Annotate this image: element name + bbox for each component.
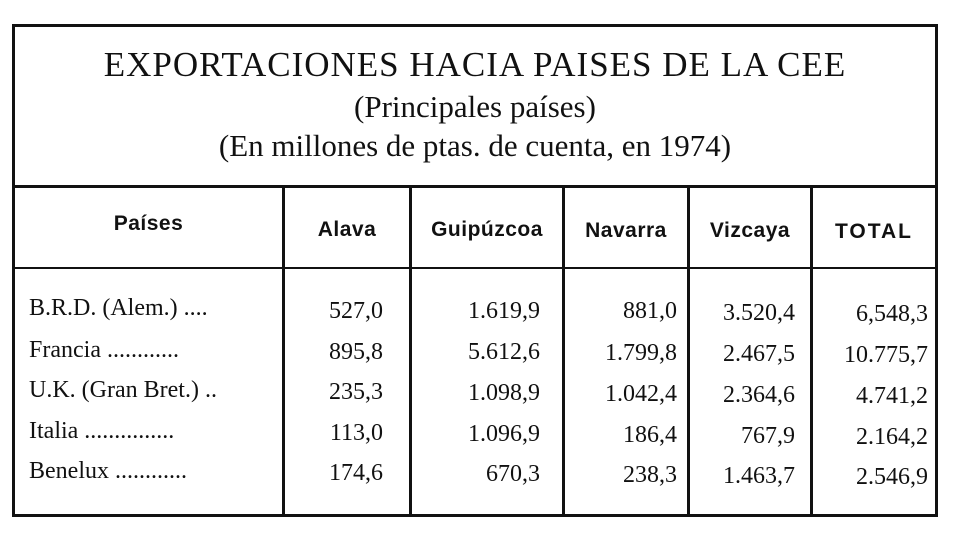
cell-brd-total: 6,548,3 (856, 301, 928, 327)
cell-uk-total: 4.741,2 (856, 383, 928, 409)
table-header (15, 27, 935, 188)
row-label-francia: Francia ............ (29, 337, 179, 363)
cell-benelux-total: 2.546,9 (856, 464, 928, 490)
row-label-italia: Italia ............... (29, 418, 175, 444)
cell-uk-alava: 235,3 (329, 379, 383, 405)
cell-francia-vizcaya: 2.467,5 (723, 341, 795, 367)
cell-uk-vizcaya: 2.364,6 (723, 382, 795, 408)
cell-italia-navarra: 186,4 (623, 422, 677, 448)
cell-francia-guipuzcoa: 5.612,6 (468, 339, 540, 365)
column-header-guipuzcoa: Guipúzcoa (431, 218, 543, 241)
table-subtitle-countries: (Principales países) (354, 89, 596, 124)
column-header-navarra: Navarra (585, 219, 667, 242)
cell-francia-alava: 895,8 (329, 339, 383, 365)
table-title: EXPORTACIONES HACIA PAISES DE LA CEE (103, 45, 847, 84)
cell-francia-navarra: 1.799,8 (605, 340, 677, 366)
cell-uk-guipuzcoa: 1.098,9 (468, 380, 540, 406)
cell-brd-alava: 527,0 (329, 298, 383, 324)
row-label-uk: U.K. (Gran Bret.) .. (29, 377, 217, 403)
cell-benelux-guipuzcoa: 670,3 (486, 461, 540, 487)
cell-italia-total: 2.164,2 (856, 424, 928, 450)
row-label-brd: B.R.D. (Alem.) .... (29, 295, 208, 321)
cell-italia-vizcaya: 767,9 (741, 423, 795, 449)
cell-italia-alava: 113,0 (329, 420, 383, 446)
column-header-paises: Países (113, 212, 184, 235)
table-frame (12, 24, 938, 517)
column-header-total: TOTAL (834, 220, 914, 243)
cell-italia-guipuzcoa: 1.096,9 (468, 421, 540, 447)
column-header-vizcaya: Vizcaya (709, 219, 791, 242)
cell-uk-navarra: 1.042,4 (605, 381, 677, 407)
cell-benelux-navarra: 238,3 (623, 462, 677, 488)
row-label-benelux: Benelux ............ (29, 458, 187, 484)
cell-francia-total: 10.775,7 (844, 342, 928, 368)
header-row-separator (15, 267, 935, 269)
cell-benelux-alava: 174,6 (329, 460, 383, 486)
cell-brd-navarra: 881,0 (623, 298, 677, 324)
cell-brd-vizcaya: 3.520,4 (723, 300, 795, 326)
cell-benelux-vizcaya: 1.463,7 (723, 463, 795, 489)
cell-brd-guipuzcoa: 1.619,9 (468, 298, 540, 324)
column-header-alava: Alava (317, 218, 377, 241)
table-subtitle-units: (En millones de ptas. de cuenta, en 1974) (218, 128, 732, 163)
